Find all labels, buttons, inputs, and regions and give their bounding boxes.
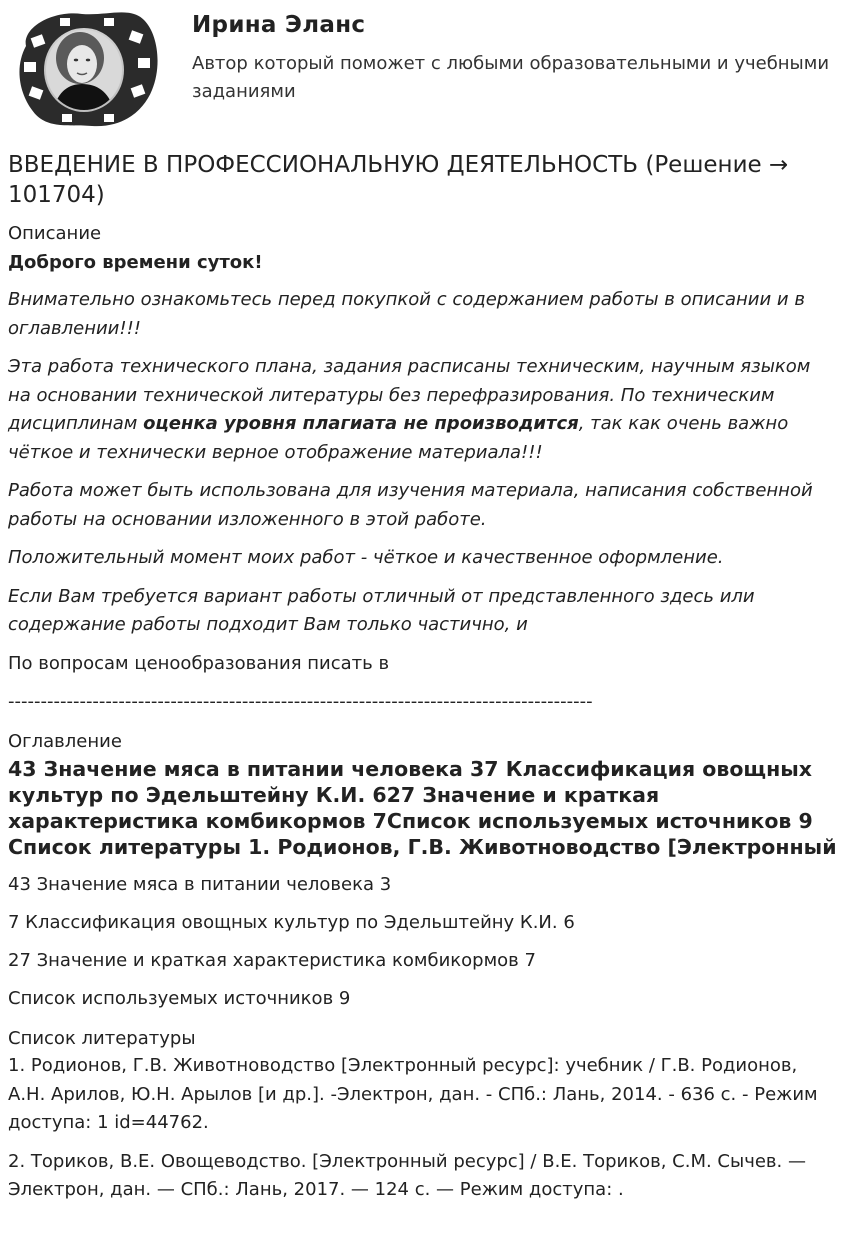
toc-label: Оглавление (8, 731, 122, 752)
page-title: ВВЕДЕНИЕ В ПРОФЕССИОНАЛЬНУЮ ДЕЯТЕЛЬНОСТЬ (Решение → 101704) (8, 152, 789, 208)
author-name[interactable]: Ирина Эланс (192, 12, 366, 38)
description-label: Описание (8, 223, 102, 244)
description-paragraph-5: Если Вам требуется вариант работы отличный от представленного здесь или содержание работы подходит Вам только частично, и (8, 585, 755, 635)
author-card (8, 0, 847, 138)
description-paragraph-1: Внимательно ознакомьтесь перед покупкой с содержанием работы в описании и в оглавлении!!! (8, 289, 805, 339)
description-paragraph-6: По вопросам ценообразования писать в (8, 652, 390, 674)
references-label: Список литературы (8, 1028, 196, 1049)
toc-heading: 43 Значение мяса в питании человека 37 Классификация овощных культур по Эдельштейну К.И. 627 Значение и краткая характеристика комбикормов 7Список используемых источников 9 Список литературы 1. Родионов, Г.В. Животноводство [Электронный (8, 757, 837, 859)
film-reel-avatar-icon (12, 6, 162, 130)
toc-item: 43 Значение мяса в питании человека 3 (8, 874, 392, 895)
toc-item: 7 Классификация овощных культур по Эдельштейну К.И. 6 (8, 912, 575, 933)
toc-item: Список используемых источников 9 (8, 988, 351, 1009)
para2-bold-text: оценка уровня плагиата не производится (143, 413, 579, 434)
para2-text-before: Эта работа технического плана, задания расписаны техническим, научным языком на основании технической литературы без перефразирования. По техническим дисциплинам (8, 356, 811, 434)
reference-item: 2. Ториков, В.Е. Овощеводство. [Электронный ресурс] / В.Е. Ториков, С.М. Сычев. — Электрон, дан. — СПб.: Лань, 2017. — 124 с. — Режим доступа: . (8, 1150, 806, 1200)
description-paragraph-2 (8, 353, 847, 467)
para2-text-after: , так как очень важно чёткое и технически верное отображение материала!!! (8, 413, 789, 463)
reference-item: 1. Родионов, Г.В. Животноводство [Электронный ресурс]: учебник / Г.В. Родионов, А.Н. Арилов, Ю.Н. Арылов [и др.]. -Электрон, дан. - СПб.: Лань, 2014. - 636 с. - Режим доступа: 1 id=44762. (8, 1055, 818, 1133)
separator-line: ------------------------------------------------------------------------------------------ (8, 691, 593, 712)
author-description: Автор который поможет с любыми образовательными и учебными заданиями (192, 53, 830, 102)
avatar[interactable] (12, 6, 162, 130)
toc-item: 27 Значение и краткая характеристика комбикормов 7 (8, 950, 536, 971)
description-paragraph-3: Работа может быть использована для изучения материала, написания собственной работы на основании изложенного в этой работе. (8, 480, 813, 530)
greeting-text: Доброго времени суток! (8, 252, 263, 273)
description-paragraph-4: Положительный момент моих работ - чёткое и качественное оформление. (8, 547, 724, 568)
